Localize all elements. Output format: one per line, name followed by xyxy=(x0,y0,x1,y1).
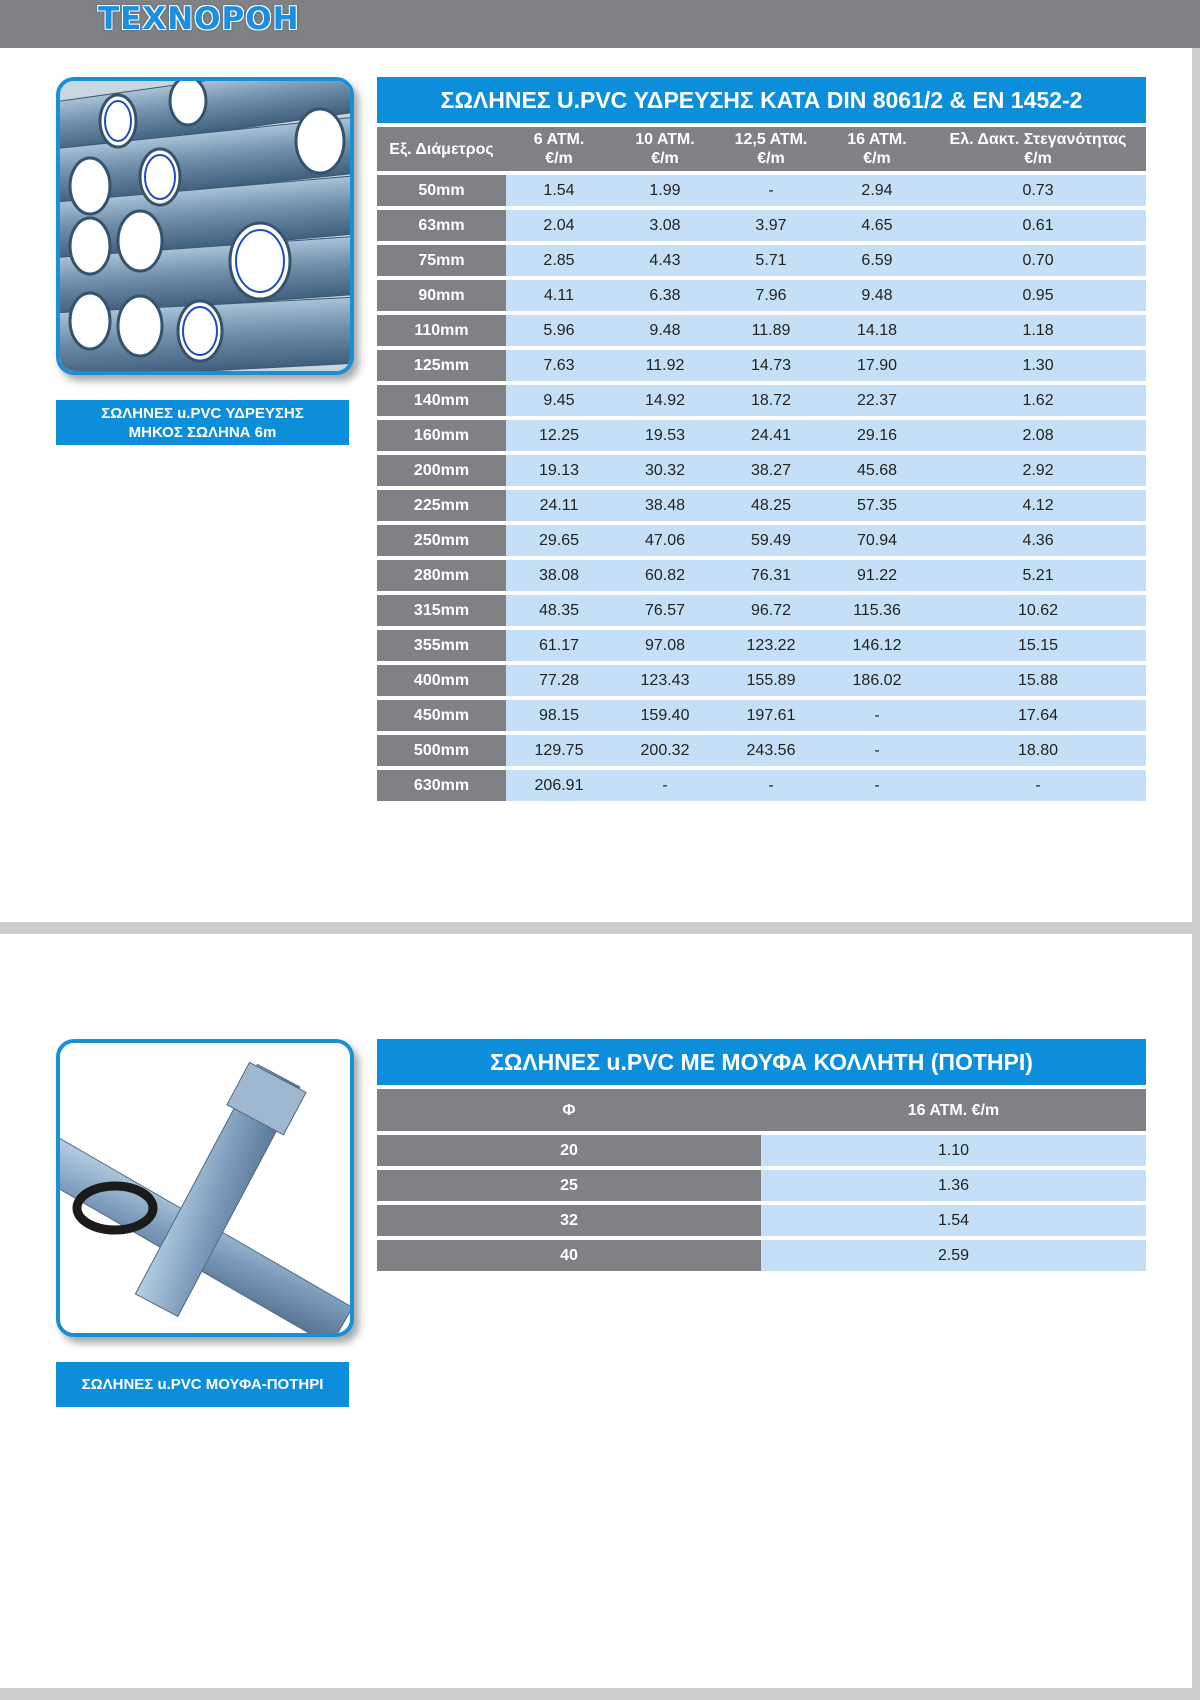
socket-pipe-image xyxy=(60,1043,350,1333)
column-header xyxy=(377,125,506,173)
price-cell: 7.63 xyxy=(506,348,612,383)
column-header-line: Ελ. Δακτ. Στεγανότητας xyxy=(949,131,1127,148)
price-cell: 76.31 xyxy=(718,558,824,593)
column-header-line: €/m xyxy=(651,150,679,167)
price-cell: 155.89 xyxy=(718,663,824,698)
column-header xyxy=(824,125,930,173)
brand-logo: ΤΕΧΝΟΡΟΗ xyxy=(98,1,300,37)
caption-line-2: ΜΗΚΟΣ ΣΩΛΗΝΑ 6m xyxy=(128,423,277,441)
column-header-line: €/m xyxy=(1024,150,1052,167)
price-cell: 22.37 xyxy=(824,383,930,418)
pressure-pipes-price-table xyxy=(377,77,1146,805)
column-header-line: 16 ΑΤΜ. xyxy=(847,131,907,148)
table-title: ΣΩΛΗΝΕΣ u.PVC ΜΕ ΜΟΥΦΑ ΚΟΛΛΗΤΗ (ΠΟΤΗΡΙ) xyxy=(377,1039,1146,1087)
price-cell: 47.06 xyxy=(612,523,718,558)
price-cell: 6.38 xyxy=(612,278,718,313)
price-cell: 159.40 xyxy=(612,698,718,733)
price-cell: 123.43 xyxy=(612,663,718,698)
right-rail xyxy=(1192,48,1200,1700)
price-cell: 77.28 xyxy=(506,663,612,698)
column-header-line: 12,5 ΑΤΜ. xyxy=(734,131,808,148)
caption-line-1: ΣΩΛΗΝΕΣ u.PVC ΜΟΥΦΑ-ΠΟΤΗΡΙ xyxy=(81,1376,324,1393)
price-cell: 70.94 xyxy=(824,523,930,558)
price-cell: 0.95 xyxy=(930,278,1146,313)
price-cell: - xyxy=(612,768,718,803)
diameter-cell: 90mm xyxy=(377,278,506,313)
diameter-cell: 40 xyxy=(377,1238,761,1273)
price-cell: 0.73 xyxy=(930,173,1146,208)
price-cell: 17.90 xyxy=(824,348,930,383)
column-header-line: 10 ΑΤΜ. xyxy=(635,131,695,148)
price-cell: 129.75 xyxy=(506,733,612,768)
diameter-cell: 125mm xyxy=(377,348,506,383)
price-cell: 38.48 xyxy=(612,488,718,523)
price-cell: 3.97 xyxy=(718,208,824,243)
diameter-cell: 25 xyxy=(377,1168,761,1203)
table-row xyxy=(377,593,1146,628)
price-cell: 146.12 xyxy=(824,628,930,663)
price-cell: 18.72 xyxy=(718,383,824,418)
header-diameter: Φ xyxy=(377,1087,761,1133)
diameter-cell: 315mm xyxy=(377,593,506,628)
price-cell: 17.64 xyxy=(930,698,1146,733)
diameter-cell: 32 xyxy=(377,1203,761,1238)
table-row xyxy=(377,523,1146,558)
price-cell: 59.49 xyxy=(718,523,824,558)
price-cell: 96.72 xyxy=(718,593,824,628)
column-header xyxy=(612,125,718,173)
price-cell: 11.92 xyxy=(612,348,718,383)
price-cell: 30.32 xyxy=(612,453,718,488)
bottom-band xyxy=(0,1688,1192,1700)
price-cell: 0.70 xyxy=(930,243,1146,278)
price-cell: 1.99 xyxy=(612,173,718,208)
diameter-cell: 75mm xyxy=(377,243,506,278)
price-cell: - xyxy=(930,768,1146,803)
table-row xyxy=(377,558,1146,593)
diameter-cell: 630mm xyxy=(377,768,506,803)
price-cell: 5.71 xyxy=(718,243,824,278)
price-cell: 200.32 xyxy=(612,733,718,768)
top-bar xyxy=(0,0,1200,48)
price-cell: 29.16 xyxy=(824,418,930,453)
price-cell: 98.15 xyxy=(506,698,612,733)
column-header xyxy=(506,125,612,173)
table-row xyxy=(377,1203,1146,1238)
table-row xyxy=(377,768,1146,803)
column-header-line: €/m xyxy=(863,150,891,167)
price-cell: 186.02 xyxy=(824,663,930,698)
table-row xyxy=(377,208,1146,243)
caption-line-1: ΣΩΛΗΝΕΣ u.PVC ΥΔΡΕΥΣΗΣ xyxy=(101,404,304,422)
price-cell: 2.94 xyxy=(824,173,930,208)
price-cell: 38.08 xyxy=(506,558,612,593)
diameter-cell: 250mm xyxy=(377,523,506,558)
price-cell: 76.57 xyxy=(612,593,718,628)
price-cell: 243.56 xyxy=(718,733,824,768)
price-cell: 14.92 xyxy=(612,383,718,418)
table-row xyxy=(377,1238,1146,1273)
price-cell: 115.36 xyxy=(824,593,930,628)
price-cell: 12.25 xyxy=(506,418,612,453)
price-cell: 18.80 xyxy=(930,733,1146,768)
table-row xyxy=(377,1133,1146,1168)
price-cell: 48.35 xyxy=(506,593,612,628)
table-row xyxy=(377,348,1146,383)
table-row xyxy=(377,383,1146,418)
column-header-line: 6 ΑΤΜ. xyxy=(533,131,585,148)
table-row xyxy=(377,733,1146,768)
price-cell: 97.08 xyxy=(612,628,718,663)
table-row xyxy=(377,698,1146,733)
price-cell: 24.11 xyxy=(506,488,612,523)
price-cell: 206.91 xyxy=(506,768,612,803)
price-cell: 60.82 xyxy=(612,558,718,593)
price-cell: 48.25 xyxy=(718,488,824,523)
price-cell: - xyxy=(824,768,930,803)
table-row xyxy=(377,173,1146,208)
header-16atm: 16 ΑΤΜ. €/m xyxy=(761,1087,1146,1133)
price-cell: 14.18 xyxy=(824,313,930,348)
diameter-cell: 355mm xyxy=(377,628,506,663)
table-title: ΣΩΛΗΝΕΣ U.PVC ΥΔΡΕΥΣΗΣ ΚΑΤΑ DIN 8061/2 & EN 1452-2 xyxy=(377,77,1146,125)
pvc-pipes-photo xyxy=(56,77,354,375)
diameter-cell: 400mm xyxy=(377,663,506,698)
price-cell: 14.73 xyxy=(718,348,824,383)
price-cell: 1.62 xyxy=(930,383,1146,418)
diameter-cell: 450mm xyxy=(377,698,506,733)
price-cell: 19.13 xyxy=(506,453,612,488)
socket-pipes-price-table xyxy=(377,1039,1146,1275)
price-cell: 2.59 xyxy=(761,1238,1146,1273)
pipes-stack-image xyxy=(60,81,350,371)
column-header-line: Εξ. Διάμετρος xyxy=(389,140,494,158)
diameter-cell: 63mm xyxy=(377,208,506,243)
price-cell: 11.89 xyxy=(718,313,824,348)
price-cell: 4.65 xyxy=(824,208,930,243)
price-cell: - xyxy=(824,733,930,768)
price-cell: 2.85 xyxy=(506,243,612,278)
column-header xyxy=(718,125,824,173)
price-cell: 4.12 xyxy=(930,488,1146,523)
price-cell: 1.54 xyxy=(761,1203,1146,1238)
price-cell: - xyxy=(824,698,930,733)
price-cell: 19.53 xyxy=(612,418,718,453)
diameter-cell: 500mm xyxy=(377,733,506,768)
price-cell: 5.96 xyxy=(506,313,612,348)
price-cell: 2.08 xyxy=(930,418,1146,453)
price-cell: - xyxy=(718,768,824,803)
price-cell: 4.43 xyxy=(612,243,718,278)
price-cell: 2.04 xyxy=(506,208,612,243)
diameter-cell: 225mm xyxy=(377,488,506,523)
price-cell: 10.62 xyxy=(930,593,1146,628)
price-cell: 91.22 xyxy=(824,558,930,593)
price-cell: 1.30 xyxy=(930,348,1146,383)
table-row xyxy=(377,313,1146,348)
price-cell: 61.17 xyxy=(506,628,612,663)
price-cell: 0.61 xyxy=(930,208,1146,243)
diameter-cell: 20 xyxy=(377,1133,761,1168)
diameter-cell: 140mm xyxy=(377,383,506,418)
price-cell: 9.48 xyxy=(824,278,930,313)
price-cell: 1.36 xyxy=(761,1168,1146,1203)
table-row xyxy=(377,453,1146,488)
socket-pipe-photo xyxy=(56,1039,354,1337)
price-cell: 7.96 xyxy=(718,278,824,313)
section-divider xyxy=(0,922,1192,934)
price-cell: 9.45 xyxy=(506,383,612,418)
column-header xyxy=(930,125,1146,173)
price-cell: 1.10 xyxy=(761,1133,1146,1168)
price-cell: 1.54 xyxy=(506,173,612,208)
price-cell: 45.68 xyxy=(824,453,930,488)
socket-pipe-caption xyxy=(56,1362,349,1407)
table-row xyxy=(377,418,1146,453)
diameter-cell: 50mm xyxy=(377,173,506,208)
price-cell: 38.27 xyxy=(718,453,824,488)
price-cell: 6.59 xyxy=(824,243,930,278)
column-header-line: €/m xyxy=(545,150,573,167)
price-cell: 1.18 xyxy=(930,313,1146,348)
price-cell: 29.65 xyxy=(506,523,612,558)
price-cell: 3.08 xyxy=(612,208,718,243)
table-row xyxy=(377,243,1146,278)
table-row xyxy=(377,488,1146,523)
price-cell: 15.88 xyxy=(930,663,1146,698)
price-cell: 197.61 xyxy=(718,698,824,733)
price-cell: 123.22 xyxy=(718,628,824,663)
table-row xyxy=(377,663,1146,698)
price-cell: 57.35 xyxy=(824,488,930,523)
price-cell: 15.15 xyxy=(930,628,1146,663)
price-cell: 2.92 xyxy=(930,453,1146,488)
price-cell: 4.36 xyxy=(930,523,1146,558)
diameter-cell: 280mm xyxy=(377,558,506,593)
table-row xyxy=(377,1168,1146,1203)
price-cell: - xyxy=(718,173,824,208)
pipes-caption xyxy=(56,400,349,445)
price-cell: 9.48 xyxy=(612,313,718,348)
diameter-cell: 110mm xyxy=(377,313,506,348)
diameter-cell: 160mm xyxy=(377,418,506,453)
price-cell: 4.11 xyxy=(506,278,612,313)
price-cell: 24.41 xyxy=(718,418,824,453)
table-row xyxy=(377,278,1146,313)
price-cell: 5.21 xyxy=(930,558,1146,593)
column-header-line: €/m xyxy=(757,150,785,167)
table-row xyxy=(377,628,1146,663)
diameter-cell: 200mm xyxy=(377,453,506,488)
